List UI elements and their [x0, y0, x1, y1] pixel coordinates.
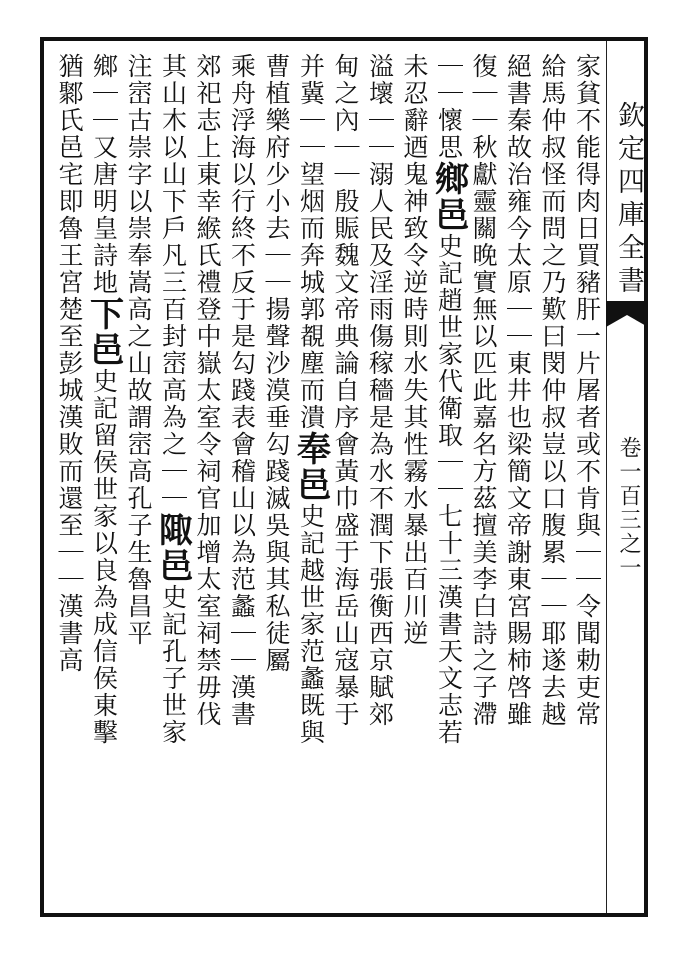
entry-heading: 陬邑: [152, 512, 193, 584]
text-column: [52, 53, 86, 903]
text-segment: 猶鄹氏邑宅即魯王宮: [55, 53, 84, 296]
text-segment: 勾踐滅吳與其私徒屬: [262, 431, 291, 674]
text-column: [428, 53, 469, 903]
text-column: [466, 53, 500, 903]
text-segment: 史記越世家范蠡既與: [296, 503, 326, 746]
text-segment: 其山木以山下戶凡三百封崈高為之｜｜: [158, 53, 188, 512]
text-segment: 給馬仲叔怪而問之乃歎曰閔仲叔豈以口腹累｜｜耶遂去越: [538, 53, 567, 728]
text-column: [535, 53, 569, 903]
text-column: [290, 53, 331, 903]
text-segment: 溢壞｜｜溺人民及淫雨傷稼穡是為水不潤下張衡西京賦郊: [365, 53, 395, 728]
text-column: [328, 53, 362, 903]
book-title: 欽定四庫全書: [613, 101, 644, 299]
text-segment: 注崈古崇字以崇奉嵩高之山故謂崈高: [124, 53, 153, 485]
text-segment: 甸之內｜｜殷賑魏文帝典論自序會黃巾盛于海岳山寇暴于: [331, 53, 360, 728]
text-column: [570, 53, 604, 903]
text-segment: 郊祀志上東幸緱氏禮登中嶽太室令祠官加增太室祠禁毋伐: [193, 53, 222, 728]
text-column: [397, 53, 431, 903]
text-segment: 孔子生魯昌平: [124, 485, 153, 647]
entry-heading: 奉邑: [290, 431, 331, 503]
text-segment: 鄉｜｜又唐明皇詩地: [89, 53, 119, 296]
text-segment: 家貧不能得肉日買豬肝一片屠者或不肯與｜｜令聞勅吏常: [572, 53, 602, 728]
fish-tail-mark: [606, 301, 648, 327]
text-segment: 史記趙世家代衛取｜｜七十三漢書天文志若: [434, 233, 464, 746]
text-segment: 史記孔子世家: [158, 584, 188, 746]
text-segment: 復｜｜秋獻靈關晚實無以匹此嘉名方茲擅美李白詩之子滯: [469, 53, 498, 728]
text-segment: 楚至彭城漢敗而還至｜｜漢書高: [55, 296, 84, 674]
text-segment: ｜｜懷思: [434, 53, 464, 161]
text-segment: 曹植樂府少小去｜｜揚聲沙漠垂: [262, 53, 291, 431]
text-segment: 未忍辭: [400, 53, 429, 134]
text-column: [121, 53, 155, 903]
text-segment: 迺鬼神致令逆時則水失其性霧水暴出百川逆: [400, 134, 429, 647]
text-column: [83, 53, 124, 903]
margin-rule: [606, 41, 607, 913]
text-segment: 史記留侯世家以良為成信侯東擊: [89, 368, 119, 746]
text-column: [363, 53, 397, 903]
text-segment: 乘舟浮海以行終不反于是勾踐表會稽山以為范蠡｜｜漢書: [227, 53, 257, 728]
entry-heading: 下邑: [83, 296, 124, 368]
text-column: [190, 53, 224, 903]
text-segment: 絕書秦故治雍今太原｜｜東井也梁簡文帝謝東宮賜柿啓雖: [503, 53, 533, 728]
page-frame: [40, 37, 648, 917]
volume-label: 卷一百三之一: [616, 436, 641, 580]
text-segment: 并冀｜｜望烟而奔城郭覩塵而潰: [296, 53, 326, 431]
text-column: [152, 53, 193, 903]
text-column: [225, 53, 259, 903]
text-column: [501, 53, 535, 903]
text-column: [259, 53, 293, 903]
entry-heading: 鄉邑: [428, 161, 469, 233]
